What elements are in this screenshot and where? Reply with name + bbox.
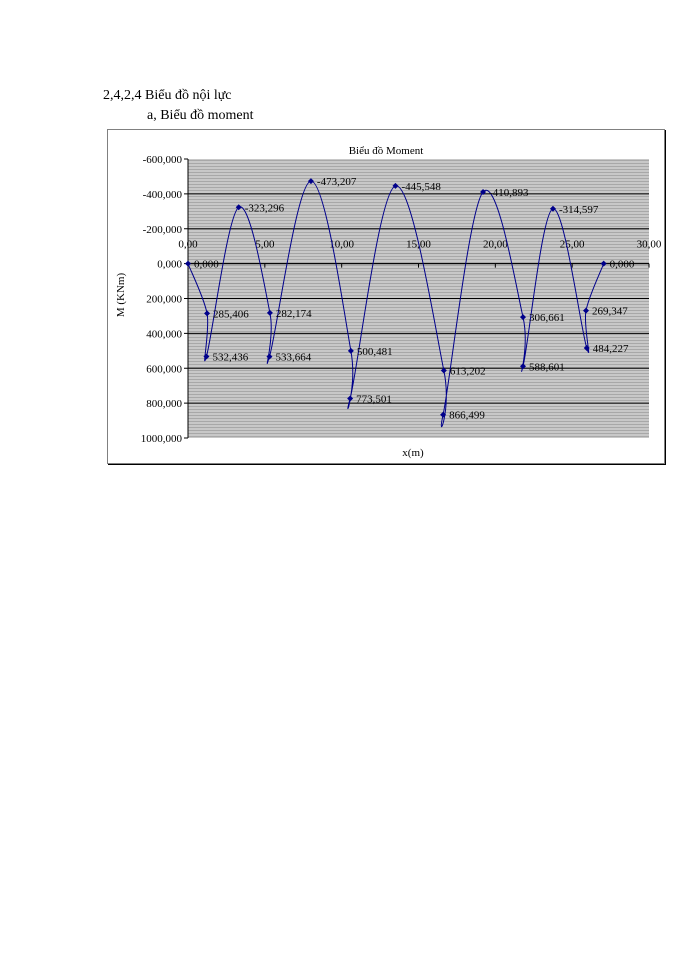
data-label: 285,406 [213, 308, 249, 321]
data-label: 532,436 [212, 351, 249, 364]
data-label: 773,501 [356, 393, 392, 406]
x-tick-label: 30,00 [636, 238, 662, 251]
x-tick-label: 15,00 [406, 238, 431, 251]
x-tick-label: 10,00 [329, 238, 355, 251]
y-tick-label: 200,000 [146, 293, 182, 306]
data-label: 0,000 [194, 258, 219, 271]
y-axis-label: M (KNm) [115, 272, 127, 318]
data-label: 866,499 [449, 409, 485, 422]
data-label: -314,597 [558, 203, 599, 216]
y-tick-label: 1000,000 [140, 433, 182, 445]
subsection-heading: a, Biểu đồ moment [147, 108, 254, 123]
x-tick-label: 20,00 [482, 238, 508, 251]
chart-frame [107, 129, 665, 464]
y-tick-label: 800,000 [146, 398, 182, 411]
y-tick-label: -600,000 [142, 154, 182, 166]
moment-chart [108, 130, 664, 463]
y-tick-label: -200,000 [142, 223, 182, 236]
section-heading: 2,4,2,4 Biểu đồ nội lực [103, 88, 232, 103]
data-label: 613,202 [449, 365, 486, 378]
x-axis-label: x(m) [402, 447, 424, 459]
data-label: -445,548 [401, 180, 441, 193]
data-label: 306,661 [528, 312, 565, 325]
data-label: -323,296 [244, 202, 285, 215]
data-label: 0,000 [609, 258, 635, 271]
data-label: 484,227 [592, 343, 629, 356]
chart-title: Biểu đồ Moment [348, 145, 424, 157]
x-tick-label: 25,00 [559, 238, 585, 251]
x-tick-label: 0,00 [178, 238, 198, 251]
x-tick-label: 5,00 [255, 238, 275, 251]
data-label: 500,481 [356, 345, 393, 358]
data-label: 588,601 [528, 361, 565, 374]
y-tick-label: 400,000 [146, 328, 182, 341]
y-tick-label: -400,000 [142, 188, 182, 201]
data-label: 533,664 [275, 351, 312, 364]
data-label: -410,893 [489, 186, 529, 199]
data-label: 282,174 [275, 307, 312, 320]
y-tick-label: 600,000 [146, 363, 182, 376]
y-tick-label: 0,000 [157, 258, 182, 271]
data-label: -473,207 [316, 176, 357, 189]
data-label: 269,347 [591, 305, 628, 318]
